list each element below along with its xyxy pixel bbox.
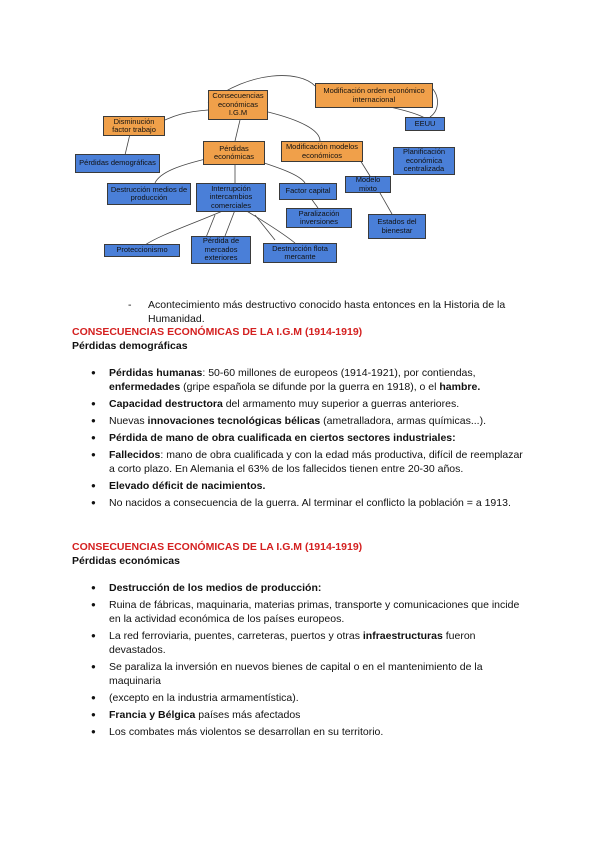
list-item <box>91 629 531 657</box>
node-destruccion-medios-label: Destrucción medios de producción <box>110 184 188 202</box>
node-perdidas-demograficas <box>75 154 160 173</box>
node-proteccionismo-label: Proteccionismo <box>116 245 168 255</box>
list-item <box>91 496 531 510</box>
node-disminucion-label: Disminución factor trabajo <box>112 116 156 134</box>
list-item <box>91 581 531 595</box>
bold-text: Fallecidos <box>109 449 161 461</box>
list-item <box>91 448 531 476</box>
node-eeuu <box>405 117 445 131</box>
node-modelo-mixto <box>345 176 391 193</box>
intro-line-2: Humanidad. <box>148 313 205 325</box>
section1-subtitle: Pérdidas demográficas <box>72 340 188 352</box>
text: del armamento muy superior a guerras anteriores. <box>222 398 460 410</box>
text: No nacidos a consecuencia de la guerra. Al terminar el conflicto la población = a 1913. <box>109 497 511 509</box>
bold-text: Francia y Bélgica <box>109 709 196 721</box>
bold-text: Destrucción de los medios de producción: <box>109 582 322 594</box>
text: (excepto en la industria armamentística). <box>109 692 299 704</box>
node-factor-capital-label: Factor capital <box>285 186 331 196</box>
node-intercambios-label: Interrupción intercambios comerciales <box>209 183 253 210</box>
node-destruccion-flota-label: Destrucción flota mercante <box>272 243 328 261</box>
node-modificacion-modelos-label: Modificación modelos económicos <box>285 142 359 160</box>
text: fueron devastados. <box>109 630 476 656</box>
intro-line-1: Acontecimiento más destructivo conocido hasta entonces en la Historia de la <box>148 299 506 311</box>
bold-text: Pérdidas humanas <box>109 367 203 379</box>
text: (ametralladora, armas químicas...). <box>320 415 486 427</box>
node-modificacion-orden-label: Modificación orden económico internacional <box>323 86 425 104</box>
node-modificacion-orden <box>315 83 433 108</box>
list-item <box>91 479 531 493</box>
node-consecuencias-label: Consecuencias económicas I.G.M <box>212 91 264 118</box>
node-planificacion <box>393 147 455 175</box>
concept-map-connectors <box>0 0 600 280</box>
node-disminucion <box>103 116 165 136</box>
list-item <box>91 708 531 722</box>
text: : 50-60 millones de europeos (1914-1921), por contiendas, <box>202 367 476 379</box>
section2-bullet-list <box>91 581 531 742</box>
bold-text: Pérdida de mano de obra cualificada en ciertos sectores industriales: <box>109 432 456 444</box>
node-perdida-mercados-label: Pérdida de mercados exteriores <box>202 236 240 263</box>
node-paralizacion-label: Paralización inversiones <box>298 208 340 226</box>
node-estados-bienestar <box>368 214 426 239</box>
intro-dash: - <box>128 299 132 311</box>
node-perdidas-economicas <box>203 141 265 165</box>
list-item <box>91 725 531 739</box>
bold-text: enfermedades <box>109 381 181 393</box>
text: Los combates más violentos se desarrollan en su territorio. <box>109 726 384 738</box>
node-proteccionismo <box>104 244 180 257</box>
list-item <box>91 598 531 626</box>
node-estados-bienestar-label: Estados del bienestar <box>377 217 417 235</box>
list-item <box>91 431 531 445</box>
node-modelo-mixto-label: Modelo mixto <box>355 175 381 193</box>
node-perdidas-economicas-label: Pérdidas económicas <box>213 143 255 161</box>
node-eeuu-label: EEUU <box>414 118 436 128</box>
bold-text: innovaciones tecnológicas bélicas <box>147 415 321 427</box>
list-item <box>91 691 531 705</box>
bold-text: Capacidad destructora <box>109 398 223 410</box>
bold-text: Elevado déficit de nacimientos. <box>109 480 266 492</box>
bold-text: infraestructuras <box>362 630 443 642</box>
node-perdidas-demograficas-label: Pérdidas demográficas <box>79 158 156 168</box>
section2-subtitle: Pérdidas económicas <box>72 555 180 567</box>
node-modificacion-modelos <box>281 141 363 162</box>
node-factor-capital <box>279 183 337 200</box>
node-consecuencias <box>208 90 268 120</box>
list-item <box>91 366 531 394</box>
text: : mano de obra cualificada y con la edad más productiva, difícil de reemplazar a corto plazo. En Alemania el 63% de los fallecidos tienen entre 20-30 años. <box>109 449 523 475</box>
node-intercambios <box>196 183 266 212</box>
concept-map <box>0 0 600 280</box>
list-item <box>91 660 531 688</box>
section2-title: CONSECUENCIAS ECONÓMICAS DE LA I.G.M (1914-1919) <box>72 541 363 553</box>
node-destruccion-flota <box>263 243 337 263</box>
text: La red ferroviaria, puentes, carreteras, puertos y otras <box>109 630 363 642</box>
text: países más afectados <box>195 709 301 721</box>
list-item <box>91 414 531 428</box>
bold-text: hambre. <box>439 381 481 393</box>
node-perdida-mercados <box>191 236 251 264</box>
node-paralizacion <box>286 208 352 228</box>
section1-bullet-list <box>91 366 531 513</box>
node-destruccion-medios <box>107 183 191 205</box>
text: Se paraliza la inversión en nuevos bienes de capital o en el mantenimiento de la maquinaria <box>109 661 483 687</box>
section1-title: CONSECUENCIAS ECONÓMICAS DE LA I.G.M (1914-1919) <box>72 326 363 338</box>
text: Ruina de fábricas, maquinaria, materias primas, transporte y comunicaciones que incide en la actividad económica de los países europeos. <box>109 599 520 625</box>
text: Nuevas <box>109 415 148 427</box>
list-item <box>91 397 531 411</box>
node-planificacion-label: Planificación económica centralizada <box>402 147 446 174</box>
text: (gripe española se difunde por la guerra en 1918), o el <box>180 381 440 393</box>
